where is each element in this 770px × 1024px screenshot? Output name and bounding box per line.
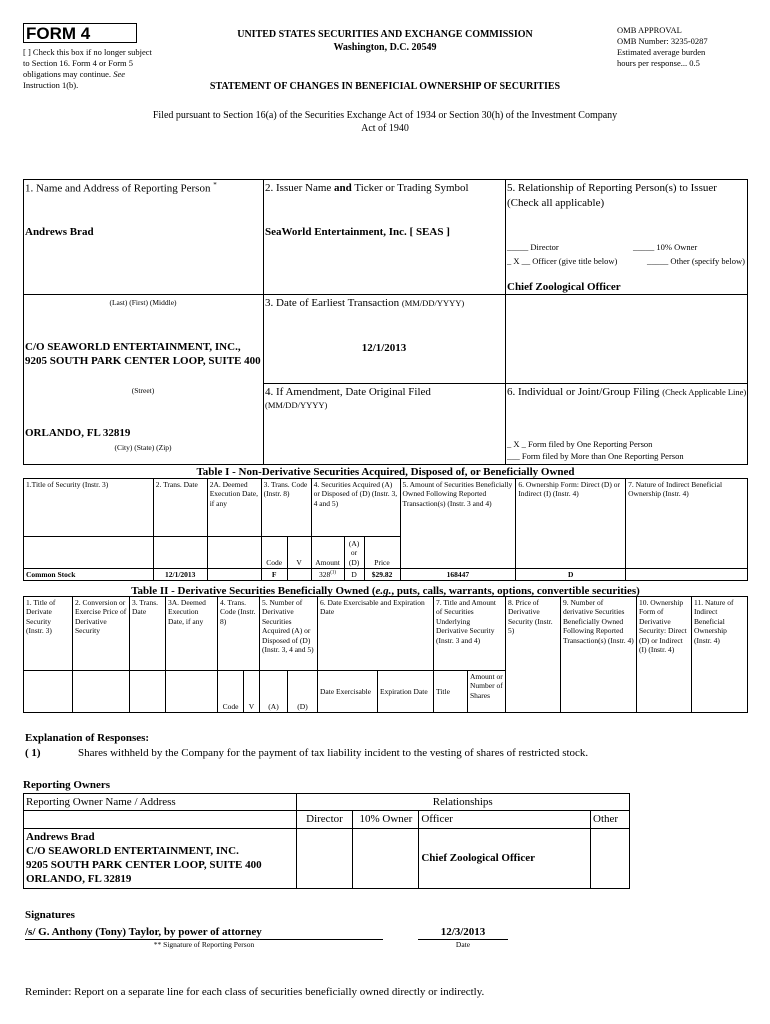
- omb-block: [617, 25, 757, 69]
- box6-hint: (Check Applicable Line): [662, 387, 747, 397]
- t2-h9: 9. Number of derivative Securities Beneficially Owned Following Reported Transaction(s) (Instr. 4): [561, 597, 637, 713]
- box6-label-text: 6. Individual or Joint/Group Filing: [507, 386, 660, 398]
- omb-burden: Estimated average burden: [617, 47, 706, 58]
- box6-label: [507, 385, 747, 399]
- date-caption: Date: [455, 940, 471, 949]
- omb-approval: OMB APPROVAL: [617, 25, 682, 35]
- explanation-heading: Explanation of Responses:: [25, 732, 150, 744]
- owner-name-address: [24, 828, 297, 888]
- owners-table: [23, 793, 630, 889]
- t1-row-aord: D: [344, 569, 364, 581]
- t2-sub-code: Code: [218, 671, 244, 713]
- table2-title-b: , puts, calls, warrants, options, convertible securities): [391, 585, 640, 597]
- signer-name: /s/ G. Anthony (Tony) Taylor, by power of attorney: [25, 926, 262, 938]
- city-hint: (City) (State) (Zip): [114, 443, 172, 452]
- box4-hint: (MM/DD/YYYY): [265, 400, 328, 410]
- t1-row-code: F: [261, 569, 287, 581]
- t1-row-owned: 168447: [400, 569, 516, 581]
- t2-h1: 1. Title of Derivate Security (Instr. 3): [24, 597, 73, 671]
- signatures-heading: Signatures: [25, 909, 75, 921]
- t1-sub-aord: (A) or (D): [344, 537, 364, 569]
- owner-officer-value: Chief Zoological Officer: [419, 828, 591, 888]
- table2-title-eg: e.g.: [375, 585, 392, 597]
- t2-sub-expiration: Expiration Date: [378, 671, 434, 713]
- check-box-instr: Instruction 1(b).: [23, 80, 79, 91]
- reporting-person-address: C/O SEAWORLD ENTERTAINMENT, INC., 9205 SOUTH PARK CENTER LOOP, SUITE 400: [25, 341, 261, 368]
- t2-sub-d: (D): [288, 671, 318, 713]
- reporting-person-city: ORLANDO, FL 32819: [25, 427, 131, 439]
- owner-line-4: ORLANDO, FL 32819: [26, 873, 132, 886]
- owners-col-ten-pct: 10% Owner: [353, 811, 419, 828]
- t1-row-form: D: [516, 569, 626, 581]
- omb-hours: hours per response... 0.5: [617, 58, 700, 69]
- t1-h2: 2. Trans. Date: [153, 479, 207, 537]
- agency-name: UNITED STATES SECURITIES AND EXCHANGE COMMISSION: [237, 29, 533, 40]
- table1: [23, 478, 748, 581]
- box3-hint: (MM/DD/YYYY): [401, 298, 465, 308]
- footnote-text: Shares withheld by the Company for the payment of tax liability incident to the vesting of shares of restricted stock.: [78, 747, 589, 759]
- box5-director: _____ Director: [507, 242, 559, 252]
- t1-row-amount-fn: (1): [330, 570, 337, 576]
- signature-caption: ** Signature of Reporting Person: [153, 940, 255, 949]
- box5-ten-pct: _____ 10% Owner: [633, 242, 698, 252]
- t1-row-amount: 328: [319, 570, 331, 579]
- box1-label-text: 1. Name and Address of Reporting Person: [25, 182, 211, 195]
- t1-h7: 7. Nature of Indirect Beneficial Ownership (Instr. 4): [626, 479, 748, 569]
- name-hint: (Last) (First) (Middle): [109, 298, 177, 307]
- t2-sub-title: Title: [434, 671, 468, 713]
- box2-label-a: 2. Issuer Name: [265, 182, 332, 194]
- t2-h8: 8. Price of Derivative Security (Instr. 5): [506, 597, 561, 713]
- check-box-note: [23, 47, 153, 91]
- table2-title-a: Table II - Derivative Securities Beneficially Owned (: [131, 585, 376, 597]
- form-label-box: [23, 23, 137, 43]
- box4-label: 4. If Amendment, Date Original Filed: [265, 386, 431, 398]
- box1-footnote-mark: *: [213, 181, 217, 189]
- t1-sub-v: V: [287, 537, 311, 569]
- t1-row-amount-cell: [311, 569, 344, 581]
- box2-label: [265, 181, 469, 195]
- filing-more-persons: ___ Form filed by More than One Reporting Person: [507, 451, 684, 461]
- t1-sub-price: Price: [364, 537, 400, 569]
- t2-h4: 4. Trans. Code (Instr. 8): [218, 597, 260, 671]
- t1-h5: 5. Amount of Securities Beneficially Owned Following Reported Transaction(s) (Instr. 3 and 4): [400, 479, 516, 569]
- owners-col-officer: Officer: [419, 811, 591, 828]
- owner-line-2: C/O SEAWORLD ENTERTAINMENT, INC.: [26, 844, 239, 857]
- officer-title: Chief Zoological Officer: [507, 281, 621, 293]
- box5-officer: _ X __ Officer (give title below): [507, 256, 618, 266]
- box2-label-b: Ticker or Trading Symbol: [354, 182, 469, 194]
- t2-sub-amount: Amount or Number of Shares: [468, 671, 506, 713]
- signature-date: 12/3/2013: [440, 926, 486, 938]
- t2-sub-a: (A): [260, 671, 288, 713]
- t1-h1: 1.Title of Security (Instr. 3): [24, 479, 154, 537]
- box2-label-and: and: [334, 182, 352, 194]
- t1-sub-code: Code: [261, 537, 287, 569]
- owners-col-other: Other: [591, 811, 630, 828]
- earliest-transaction-date: 12/1/2013: [361, 342, 407, 354]
- t1-row-price: $29.82: [364, 569, 400, 581]
- street-hint: (Street): [131, 386, 155, 395]
- owners-col-relationships: Relationships: [296, 794, 630, 811]
- t2-h6: 6. Date Exercisable and Expiration Date: [318, 597, 434, 671]
- t1-h4: 4. Securities Acquired (A) or Disposed of (D) (Instr. 3, 4 and 5): [311, 479, 400, 537]
- check-box-see: See: [113, 69, 125, 80]
- t2-sub-exercisable: Date Exercisable: [318, 671, 378, 713]
- t2-h5: 5. Number of Derivative Securities Acquired (A) or Disposed of (D) (Instr. 3, 4 and 5): [260, 597, 318, 671]
- footnote-number: ( 1): [25, 747, 41, 759]
- reporting-person-name: Andrews Brad: [25, 226, 94, 238]
- table1-title: Table I - Non-Derivative Securities Acquired, Disposed of, or Beneficially Owned: [196, 466, 575, 478]
- box5-label: 5. Relationship of Reporting Person(s) to Issuer: [507, 182, 717, 194]
- table-row: [24, 569, 748, 581]
- box5-hint: (Check all applicable): [507, 197, 605, 209]
- agency-location: Washington, D.C. 20549: [333, 42, 437, 53]
- owner-line-1: Andrews Brad: [26, 830, 95, 843]
- box3-label: [265, 296, 464, 310]
- form-label: FORM 4: [26, 24, 91, 43]
- t1-h2a: 2A. Deemed Execution Date, if any: [207, 479, 261, 537]
- owners-col-director: Director: [296, 811, 353, 828]
- box3-label-text: 3. Date of Earliest Transaction: [265, 297, 400, 309]
- t1-row-date: 12/1/2013: [153, 569, 207, 581]
- t1-h3: 3. Trans. Code (Instr. 8): [261, 479, 311, 537]
- owners-heading: Reporting Owners: [23, 779, 111, 791]
- owner-line-3: 9205 SOUTH PARK CENTER LOOP, SUITE 400: [26, 859, 262, 872]
- check-box-text: [ ] Check this box if no longer subject to Section 16. Form 4 or Form 5 obligations may continue.: [23, 47, 152, 80]
- t2-h10: 10. Ownership Form of Derivative Security: Direct (D) or Indirect (I) (Instr. 4): [637, 597, 692, 713]
- filed-pursuant: Filed pursuant to Section 16(a) of the Securities Exchange Act of 1934 or Section 30(h) of the Investment Company Act of 1940: [152, 110, 618, 134]
- table-row: [24, 828, 630, 888]
- t1-h6: 6. Ownership Form: Direct (D) or Indirect (I) (Instr. 4): [516, 479, 626, 569]
- t1-sub-amount: Amount: [311, 537, 344, 569]
- t2-h2: 2. Conversion or Exercise Price of Derivative Security: [73, 597, 130, 671]
- filing-one-person: _ X _ Form filed by One Reporting Person: [507, 439, 653, 449]
- t2-sub-v: V: [244, 671, 260, 713]
- statement-title: STATEMENT OF CHANGES IN BENEFICIAL OWNERSHIP OF SECURITIES: [209, 81, 561, 92]
- t1-row-title: Common Stock: [24, 569, 154, 581]
- t2-h3: 3. Trans. Date: [130, 597, 166, 671]
- table2: [23, 596, 748, 713]
- reminder-text: Reminder: Report on a separate line for each class of securities beneficially owned directly or indirectly.: [25, 986, 485, 998]
- issuer-name: SeaWorld Entertainment, Inc. [ SEAS ]: [265, 226, 450, 238]
- box1-label: [25, 181, 217, 196]
- top-boxes-frame: [23, 179, 748, 465]
- t2-h7: 7. Title and Amount of Securities Underlying Derivative Security (Instr. 3 and 4): [434, 597, 506, 671]
- owners-col-name: Reporting Owner Name / Address: [24, 794, 297, 811]
- t2-h11: 11. Nature of Indirect Beneficial Ownership (Instr. 4): [692, 597, 748, 713]
- omb-number: OMB Number: 3235-0287: [617, 36, 708, 47]
- box5-other: _____ Other (specify below): [647, 256, 745, 266]
- t2-h3a: 3A. Deemed Execution Date, if any: [166, 597, 218, 671]
